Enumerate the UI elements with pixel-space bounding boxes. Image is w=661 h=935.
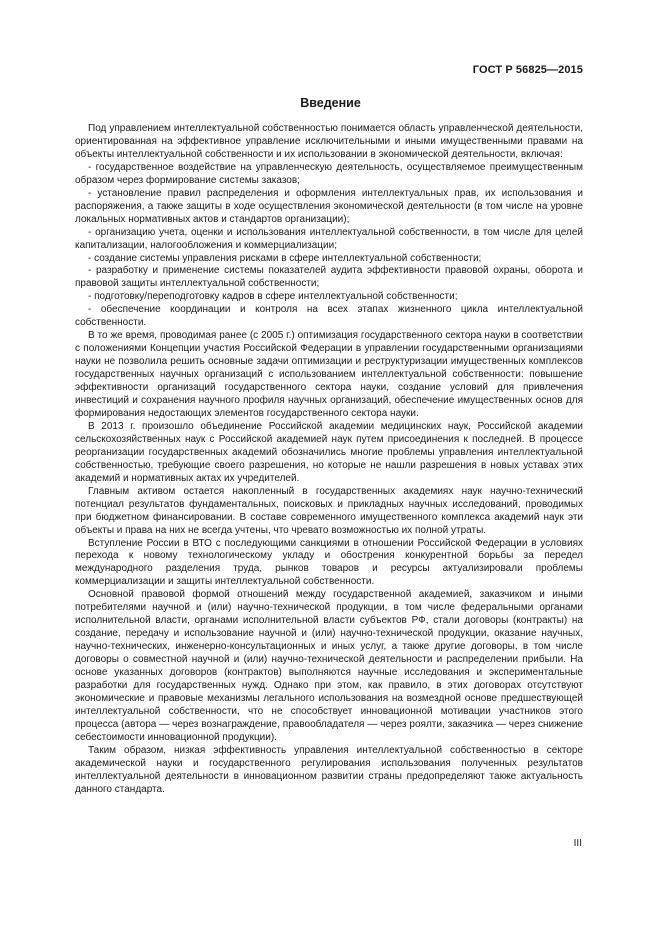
list-item: - обеспечение координации и контроля на всех этапах жизненного цикла интеллектуальной собственности. [75, 304, 583, 329]
section-title: Введение [300, 96, 361, 110]
paragraph: В 2013 г. произошло объединение Российской академии медицинских наук, Российской академии сельскохозяйственных наук с Российской академией наук путем присоединения к последней. В процессе реорганизации государственных академий обозначились многие проблемы управления интеллектуальной собственностью, требующие своего разрешения, но которые не нашли разрешения в новых уставах этих академий и нормативных актах их учредителей. [75, 420, 583, 484]
list-item: - создание системы управления рисками в сфере интеллектуальной собственности; [88, 252, 482, 264]
standard-code: ГОСТ Р 56825—2015 [472, 64, 583, 76]
paragraph: Главным активом остается накопленный в государственных академиях наук научно-технический потенциал результатов фундаментальных, поисковых и прикладных научных исследований, проводимых при бюджетном финансировании. В составе современного имущественного комплекса академий наук эти объекты и права на них не всегда учтены, что чревато возможностью их полной утраты. [75, 485, 583, 536]
list-item: - установление правил распределения и оформления интеллектуальных прав, их использования и распоряжения, а также защиты в ходе осуществления экономической деятельности (в том числе на уровне локальных нормативных актов и стандартов организации); [75, 187, 583, 225]
paragraph: Вступление России в ВТО с последующими санкциями в отношении Российской Федерации в условиях перехода к новому технологическому укладу и обострения конкурентной борьбы за передел международного разделения труда, рынков товаров и ресурсы актуализировали проблемы коммерциализации и защиты интеллектуальной собственности. [75, 537, 583, 588]
paragraph: В то же время, проводимая ранее (с 2005 г.) оптимизация государственного сектора науки в соответствии с положениями Концепции участия Российской Федерации в управлении государственными организациями науки не позволила решить основные задачи оптимизации и реструктуризации имущественных комплексов государственных научных организаций с использованием интеллектуальной собственности: повышение эффективности организаций государственного сектора науки, создание условий для привлечения инвестиций и сохранения научного профиля научных организаций, обеспечение имущественных основ для формирования недостающих элементов государственного сектора науки. [75, 330, 583, 419]
list-item: - организацию учета, оценки и использования интеллектуальной собственности, в том числе для целей капитализации, налогообложения и коммерциализации; [75, 226, 583, 251]
list-item: - государственное воздействие на управленческую деятельность, осуществляемое преимущественным образом через формирование системы заказов; [75, 161, 583, 186]
page-number: III [573, 838, 582, 849]
list-item: - подготовку/переподготовку кадров в сфере интеллектуальной собственности; [88, 291, 458, 303]
paragraph: Основной правовой формой отношений между государственной академией, заказчиком и иными потребителями научной и (или) научно-технической продукции, в том числе федеральными органами исполнительной власти, органами исполнительной власти субъектов РФ, стали договоры (контракты) на создание, передачу и использование научной и (или) научно-технической продукции, оказание научных, научно-технических, инженерно-консультационных и иных услуг, а также другие договоры, в том числе договоры о совместной научной и (или) научно-технической деятельности и распределении прибыли. На основе указанных договоров (контрактов) выполняются научные исследования и экспериментальные разработки для государственных нужд. Однако при этом, как правило, в этих договорах отсутствуют экономические и правовые механизмы легального использования на возмездной основе предшествующей интеллектуальной собственности, что не способствует инновационной мотивации участников этого процесса (автора — через вознаграждение, правообладателя — через роялти, заказчика — через снижение себестоимости инновационной продукции). [75, 589, 583, 743]
list-item: - разработку и применение системы показателей аудита эффективности правовой охраны, оборота и правовой защиты интеллектуальной собственности; [75, 265, 583, 290]
paragraph: Под управлением интеллектуальной собственностью понимается область управленческой деятельности, ориентированная на эффективное управление исключительными и иными имущественными правами на объекты интеллектуальной собственности и их использовании в экономической деятельности, включая: [75, 123, 583, 160]
body-text [75, 123, 583, 797]
paragraph: Таким образом, низкая эффективность управления интеллектуальной собственностью в секторе академической науки и государственного регулирования использования полученных результатов интеллектуальной деятельности в инновационном развитии страны предопределяют также актуальность данного стандарта. [75, 744, 583, 795]
